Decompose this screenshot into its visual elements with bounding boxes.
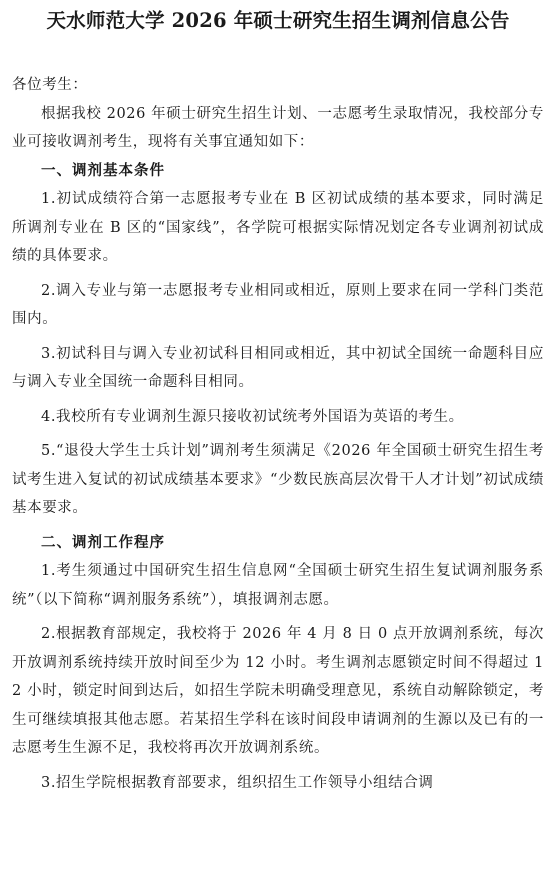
condition-item-5: 5.“退役大学生士兵计划”调剂考生须满足《2026 年全国硕士研究生招生考试考生进入复试的初试成绩基本要求》“少数民族高层次骨干人才计划”初试成绩基本要求。 — [12, 443, 544, 516]
condition-item-3: 3.初试科目与调入专业初试科目相同或相近，其中初试全国统一命题科目应与调入专业全国统一命题科目相同。 — [12, 345, 544, 390]
intro-paragraph: 根据我校 2026 年硕士研究生招生计划、一志愿考生录取情况，我校部分专业可接收调剂考生，现将有关事宜通知如下： — [12, 105, 544, 150]
condition-item-1: 1.初试成绩符合第一志愿报考专业在 B 区初试成绩的基本要求，同时满足所调剂专业在 B 区的“国家线”，各学院可根据实际情况划定各专业调剂初试成绩的具体要求。 — [12, 191, 544, 264]
procedure-item-1: 1.考生须通过中国研究生招生信息网“全国硕士研究生招生复试调剂服务系统”（以下简称“调剂服务系统”），填报调剂志愿。 — [12, 563, 544, 608]
page-title: 天水师范大学 2026 年硕士研究生招生调剂信息公告 — [46, 9, 510, 32]
salutation: 各位考生： — [12, 77, 88, 93]
announcement-body — [12, 71, 544, 797]
condition-item-4: 4.我校所有专业调剂生源只接收初试统考外国语为英语的考生。 — [41, 408, 464, 425]
section-heading-procedure: 二、调剂工作程序 — [41, 534, 165, 551]
condition-item-2: 2.调入专业与第一志愿报考专业相同或相近，原则上要求在同一学科门类范围内。 — [12, 282, 544, 327]
section-heading-conditions: 一、调剂基本条件 — [41, 162, 165, 179]
procedure-item-2: 2.根据教育部规定，我校将于 2026 年 4 月 8 日 0 点开放调剂系统，每次开放调剂系统持续开放时间至少为 12 小时。考生调剂志愿锁定时间不得超过 12 小时，锁定时间到达后，如招生学院未明确受理意见，系统自动解除锁定，考生可继续填报其他志愿。若某招生学科在该时间段申请调剂的生源以及已有的一志愿考生生源不足，我校将再次开放调剂系统。 — [12, 626, 544, 756]
procedure-item-3: 3.招生学院根据教育部要求，组织招生工作领导小组结合调 — [41, 774, 434, 791]
